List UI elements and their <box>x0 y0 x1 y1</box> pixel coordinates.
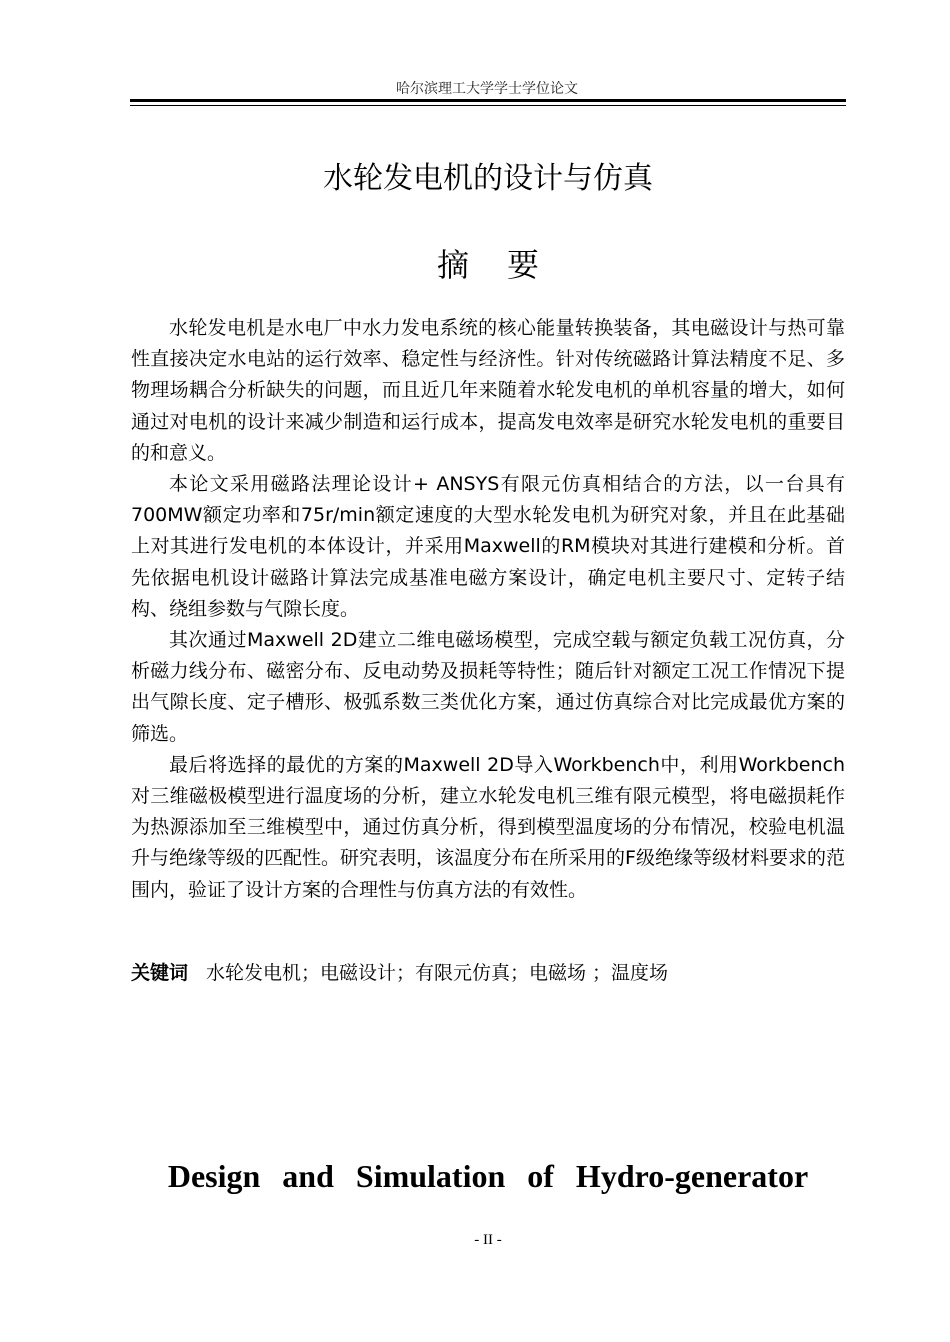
english-title: Design and Simulation of Hydro-generator <box>167 1158 809 1194</box>
page-number: - II - <box>474 1232 502 1248</box>
keywords-label: 关键词 <box>131 962 189 984</box>
running-header: 哈尔滨理工大学学士学位论文 <box>396 81 578 97</box>
abstract-heading: 摘要 <box>436 246 577 284</box>
header-rule-thin <box>130 105 846 106</box>
keywords-value: 水轮发电机；电磁设计；有限元仿真；电磁场 ；温度场 <box>206 962 669 984</box>
abstract-body <box>131 313 845 906</box>
abstract-paragraph-3: 其次通过Maxwell 2D建立二维电磁场模型，完成空载与额定负载工况仿真，分析磁力线分布、磁密分布、反电动势及损耗等特性；随后针对额定工况工作情况下提出气隙长度、定子槽形、极弧系数三类优化方案，通过仿真综合对比完成最优方案的筛选。 <box>131 629 845 745</box>
header-rule-thick <box>130 99 846 102</box>
abstract-paragraph-4: 最后将选择的最优的方案的Maxwell 2D导入Workbench中，利用Workbench对三维磁极模型进行温度场的分析，建立水轮发电机三维有限元模型，将电磁损耗作为热源添加至三维模型中，通过仿真分析，得到模型温度场的分布情况，校验电机温升与绝缘等级的匹配性。研究表明，该温度分布在所采用的F级绝缘等级材料要求的范围内，验证了设计方案的合理性与仿真方法的有效性。 <box>131 753 845 901</box>
thesis-title: 水轮发电机的设计与仿真 <box>323 161 653 196</box>
keywords-line <box>131 958 845 985</box>
abstract-paragraph-1: 水轮发电机是水电厂中水力发电系统的核心能量转换装备，其电磁设计与热可靠性直接决定水电站的运行效率、稳定性与经济性。针对传统磁路计算法精度不足、多物理场耦合分析缺失的问题，而且近几年来随着水轮发电机的单机容量的增大，如何通过对电机的设计来减少制造和运行成本，提高发电效率是研究水轮发电机的重要目的和意义。 <box>131 317 845 464</box>
abstract-paragraph-2: 本论文采用磁路法理论设计+ ANSYS有限元仿真相结合的方法，以一台具有700MW额定功率和75r/min额定速度的大型水轮发电机为研究对象，并且在此基础上对其进行发电机的本体设计，并采用Maxwell的RM模块对其进行建模和分析。首先依据电机设计磁路计算法完成基准电磁方案设计，确定电机主要尺寸、定转子结构、绕组参数与气隙长度。 <box>131 473 845 620</box>
